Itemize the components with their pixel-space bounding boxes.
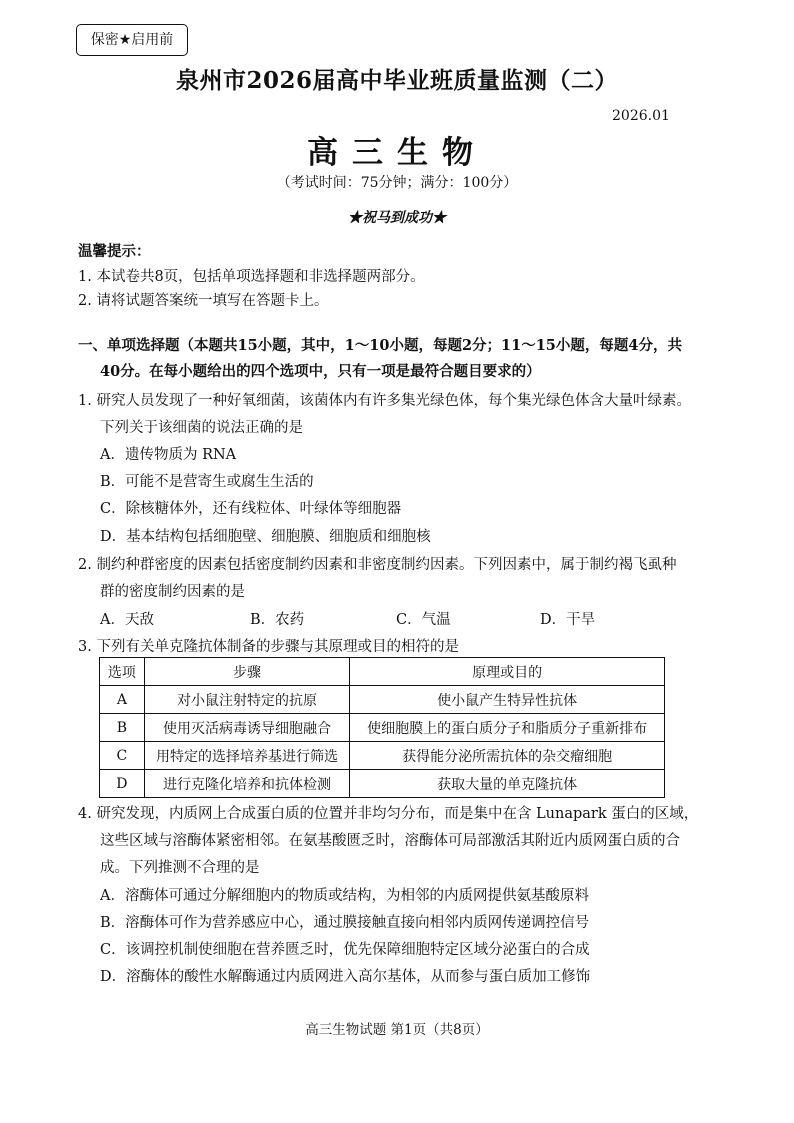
table-header-cell: 步骤: [144, 658, 350, 686]
table-row: [100, 714, 665, 742]
tip-item: 1. 本试卷共8页，包括单项选择题和非选择题两部分。: [78, 269, 425, 285]
table-row: [100, 770, 665, 798]
table-cell: 用特定的选择培养基进行筛选: [144, 742, 350, 770]
question-2-option-c: C．气温: [396, 612, 451, 628]
table-cell: B: [100, 714, 145, 742]
question-2-stem-cont: 群的密度制约因素的是: [100, 584, 245, 600]
table-cell: C: [100, 742, 145, 770]
question-4-option-c: C．该调控机制使细胞在营养匮乏时，优先保障细胞特定区域分泌蛋白的合成: [100, 942, 590, 958]
table-cell: A: [100, 686, 145, 714]
page-footer: 高三生物试题 第1页（共8页）: [305, 1022, 489, 1038]
table-row: [100, 742, 665, 770]
section-title: 一、单项选择题: [78, 337, 180, 354]
question-4-option-d: D．溶酶体的酸性水解酶通过内质网进入高尔基体，从而参与蛋白质加工修饰: [100, 969, 591, 985]
question-1-option-c: C．除核糖体外，还有线粒体、叶绿体等细胞器: [100, 501, 402, 517]
antibody-steps-table: [99, 657, 665, 798]
question-2-option-d: D．干旱: [540, 612, 596, 628]
question-1-option-a: A．遗传物质为 RNA: [100, 447, 237, 463]
table-cell: 进行克隆化培养和抗体检测: [144, 770, 350, 798]
question-2-option-b: B．农药: [250, 612, 305, 628]
table-cell: 使细胞膜上的蛋白质分子和脂质分子重新排布: [350, 714, 665, 742]
table-cell: D: [100, 770, 145, 798]
question-4-stem-cont: 这些区域与溶酶体紧密相邻。在氨基酸匮乏时，溶酶体可局部激活其附近内质网蛋白质的合: [100, 833, 680, 849]
section-heading: [78, 334, 682, 355]
table-header-row: [100, 658, 665, 686]
exam-title: 泉州市2026届高中毕业班质量监测（二）: [175, 67, 618, 94]
question-4-stem-cont: 成。下列推测不合理的是: [100, 860, 260, 876]
table-cell: 对小鼠注射特定的抗原: [144, 686, 350, 714]
table-cell: 使用灭活病毒诱导细胞融合: [144, 714, 350, 742]
question-1-stem-cont: 下列关于该细菌的说法正确的是: [100, 420, 303, 436]
table-cell: 获取大量的单克隆抗体: [350, 770, 665, 798]
question-4-option-a: A．溶酶体可通过分解细胞内的物质或结构，为相邻的内质网提供氨基酸原料: [100, 888, 589, 904]
tip-item: 2. 请将试题答案统一填写在答题卡上。: [78, 293, 329, 309]
table-row: [100, 686, 665, 714]
section-instructions-2: 40分。在每小题给出的四个选项中，只有一项是最符合题目要求的）: [100, 363, 541, 380]
table-cell: 获得能分泌所需抗体的杂交瘤细胞: [350, 742, 665, 770]
confidential-label: 保密★启用前: [76, 24, 188, 56]
section-instructions-1: （本题共15小题，其中，1～10小题，每题2分；11～15小题，每题4分，共: [179, 337, 682, 354]
question-4-option-b: B．溶酶体可作为营养感应中心，通过膜接触直接向相邻内质网传递调控信号: [100, 915, 590, 931]
exam-info: （考试时间：75分钟；满分：100分）: [276, 175, 518, 191]
exam-date: 2026.01: [612, 108, 670, 124]
question-2-option-a: A．天敌: [100, 612, 154, 628]
question-1-option-d: D．基本结构包括细胞壁、细胞膜、细胞质和细胞核: [100, 529, 431, 545]
question-3-stem: 3. 下列有关单克隆抗体制备的步骤与其原理或目的相符的是: [78, 639, 459, 655]
question-4-stem: 4. 研究发现，内质网上合成蛋白质的位置并非均匀分布，而是集中在含 Lunapark 蛋白的区域，: [78, 806, 699, 822]
table-header-cell: 选项: [100, 658, 145, 686]
question-1-stem: 1. 研究人员发现了一种好氧细菌，该菌体内有许多集光绿色体，每个集光绿色体含大量叶绿素。: [78, 393, 691, 409]
tips-title: 温馨提示：: [78, 243, 151, 260]
question-2-stem: 2. 制约种群密度的因素包括密度制约因素和非密度制约因素。下列因素中，属于制约褐飞虱种: [78, 557, 677, 573]
question-1-option-b: B．可能不是营寄生或腐生生活的: [100, 474, 314, 490]
subject-title: 高三生物: [307, 135, 487, 171]
table-header-cell: 原理或目的: [350, 658, 665, 686]
table-cell: 使小鼠产生特异性抗体: [350, 686, 665, 714]
good-luck-line: ★祝马到成功★: [348, 210, 446, 226]
